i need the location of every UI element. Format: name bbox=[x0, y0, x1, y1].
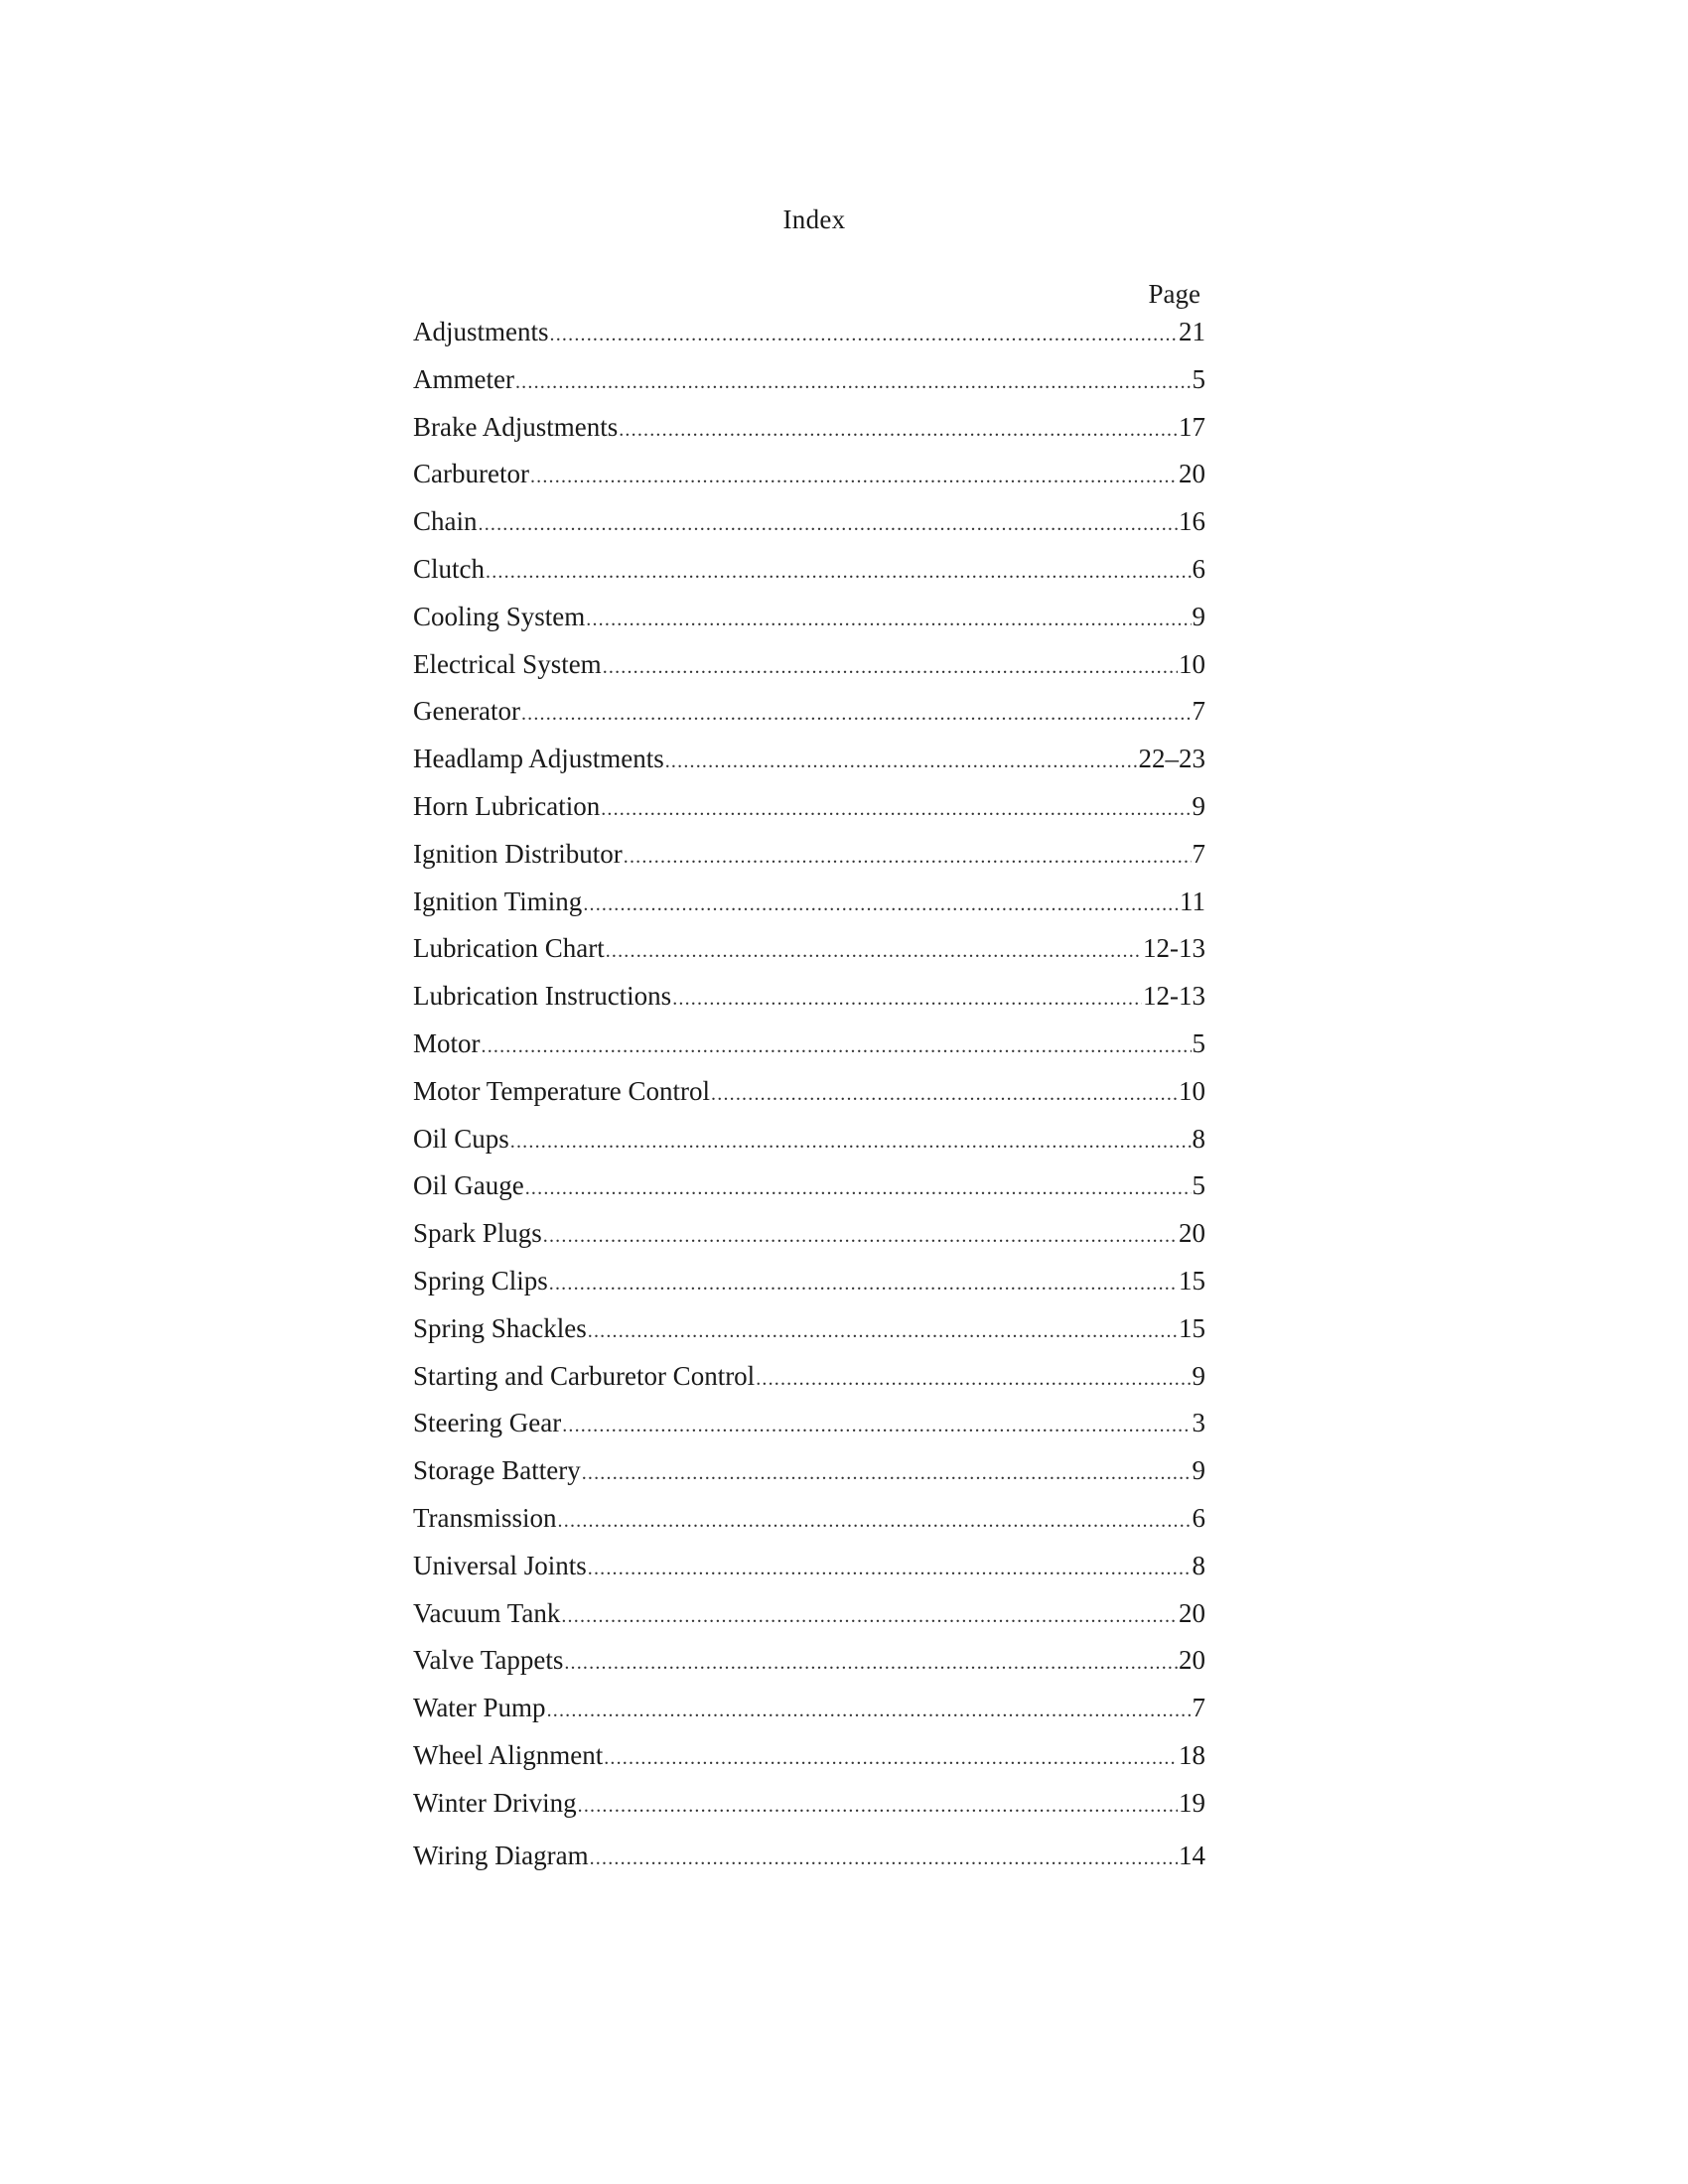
page-column-header: Page bbox=[1148, 279, 1200, 309]
dot-leader bbox=[756, 1356, 1191, 1404]
page-title: Index bbox=[782, 205, 846, 234]
entry-page-number: 5 bbox=[1192, 1170, 1205, 1201]
entry-page-number: 9 bbox=[1192, 601, 1205, 631]
dot-leader bbox=[486, 549, 1192, 597]
dot-leader bbox=[588, 1308, 1178, 1356]
index-entry bbox=[413, 736, 1205, 783]
index-entry bbox=[413, 498, 1205, 546]
index-entry bbox=[413, 546, 1205, 594]
dot-leader bbox=[558, 1498, 1192, 1546]
dot-leader bbox=[619, 407, 1178, 455]
index-entry bbox=[413, 1162, 1205, 1210]
entry-label: Cooling System bbox=[413, 601, 586, 631]
entry-page-number: 5 bbox=[1192, 363, 1205, 394]
entry-label: Transmission bbox=[413, 1502, 557, 1533]
dot-leader bbox=[515, 359, 1192, 407]
entry-page-number: 5 bbox=[1192, 1027, 1205, 1058]
dot-leader bbox=[549, 1261, 1178, 1308]
index-entry bbox=[413, 1353, 1205, 1401]
dot-leader bbox=[665, 739, 1138, 786]
index-entry bbox=[413, 1637, 1205, 1685]
index-entry bbox=[413, 1732, 1205, 1780]
entry-label: Oil Cups bbox=[413, 1123, 509, 1154]
entry-page-number: 21 bbox=[1179, 317, 1205, 346]
index-entry bbox=[413, 1068, 1205, 1116]
index-entry bbox=[413, 1400, 1205, 1447]
index-entry bbox=[413, 1685, 1205, 1732]
dot-leader bbox=[562, 1403, 1191, 1450]
entry-label: Starting and Carburetor Control bbox=[413, 1360, 756, 1391]
index-entry bbox=[413, 1021, 1205, 1068]
entry-label: Steering Gear bbox=[413, 1408, 562, 1438]
dot-leader bbox=[510, 1119, 1192, 1166]
dot-leader bbox=[711, 1071, 1178, 1119]
dot-leader bbox=[588, 1546, 1192, 1593]
entry-page-number: 9 bbox=[1192, 790, 1205, 821]
index-entry bbox=[413, 1780, 1205, 1828]
entry-page-number: 16 bbox=[1179, 506, 1205, 537]
index-entry bbox=[413, 688, 1205, 736]
entry-page-number: 7 bbox=[1192, 696, 1205, 727]
entry-page-number: 20 bbox=[1179, 1597, 1205, 1628]
index-entry bbox=[413, 594, 1205, 641]
dot-leader bbox=[672, 976, 1142, 1024]
dot-leader bbox=[582, 1450, 1192, 1498]
index-entry bbox=[413, 1210, 1205, 1258]
entry-page-number: 12-13 bbox=[1143, 933, 1205, 964]
entry-page-number: 11 bbox=[1180, 886, 1205, 916]
entry-label: Wiring Diagram bbox=[413, 1840, 589, 1870]
entry-page-number: 3 bbox=[1192, 1408, 1205, 1438]
entry-label: Motor bbox=[413, 1027, 481, 1058]
entry-page-number: 6 bbox=[1192, 1502, 1205, 1533]
entry-label: Brake Adjustments bbox=[413, 411, 619, 442]
entry-label: Lubrication Instructions bbox=[413, 981, 672, 1012]
entry-label: Lubrication Chart bbox=[413, 933, 605, 964]
dot-leader bbox=[564, 1640, 1178, 1688]
entry-label: Motor Temperature Control bbox=[413, 1075, 711, 1106]
entry-label: Generator bbox=[413, 696, 520, 727]
entry-label: Winter Driving bbox=[413, 1787, 577, 1818]
index-entry bbox=[413, 783, 1205, 831]
entry-label: Storage Battery bbox=[413, 1455, 581, 1486]
entry-label: Valve Tappets bbox=[413, 1645, 564, 1676]
index-entry bbox=[413, 404, 1205, 452]
dot-leader bbox=[603, 644, 1178, 692]
entry-page-number: 22–23 bbox=[1138, 744, 1205, 774]
index-entry bbox=[413, 925, 1205, 973]
entry-label: Universal Joints bbox=[413, 1550, 587, 1580]
index-entry bbox=[413, 356, 1205, 404]
index-entry bbox=[413, 1116, 1205, 1163]
entry-page-number: 20 bbox=[1179, 459, 1205, 489]
dot-leader bbox=[550, 312, 1178, 359]
entry-label: Vacuum Tank bbox=[413, 1597, 561, 1628]
entry-page-number: 8 bbox=[1192, 1123, 1205, 1154]
index-entry bbox=[413, 1258, 1205, 1305]
entry-label: Spark Plugs bbox=[413, 1218, 542, 1249]
dot-leader bbox=[482, 1024, 1192, 1071]
entry-label: Electrical System bbox=[413, 648, 602, 679]
dot-leader bbox=[479, 501, 1179, 549]
entry-label: Headlamp Adjustments bbox=[413, 744, 664, 774]
entry-page-number: 17 bbox=[1179, 411, 1205, 442]
index-entry bbox=[413, 309, 1205, 356]
entry-page-number: 9 bbox=[1192, 1360, 1205, 1391]
dot-leader bbox=[583, 882, 1179, 929]
entry-label: Horn Lubrication bbox=[413, 790, 601, 821]
dot-leader bbox=[624, 834, 1192, 882]
dot-leader bbox=[604, 1735, 1178, 1783]
index-entry bbox=[413, 451, 1205, 498]
entry-label: Chain bbox=[413, 506, 478, 537]
dot-leader bbox=[530, 454, 1178, 501]
dot-leader bbox=[590, 1836, 1178, 1883]
entry-label: Oil Gauge bbox=[413, 1170, 524, 1201]
index-entry bbox=[413, 1447, 1205, 1495]
entry-label: Spring Shackles bbox=[413, 1312, 587, 1343]
index-entry bbox=[413, 1590, 1205, 1638]
index-entry bbox=[413, 641, 1205, 689]
entry-label: Ignition Timing bbox=[413, 886, 583, 916]
dot-leader bbox=[586, 597, 1191, 644]
entry-page-number: 7 bbox=[1192, 1693, 1205, 1723]
dot-leader bbox=[601, 786, 1191, 834]
index-entry bbox=[413, 879, 1205, 926]
entry-page-number: 19 bbox=[1179, 1787, 1205, 1818]
dot-leader bbox=[606, 928, 1142, 976]
index-list bbox=[413, 309, 1205, 1879]
entry-label: Spring Clips bbox=[413, 1265, 548, 1296]
entry-label: Wheel Alignment bbox=[413, 1739, 604, 1770]
index-entry bbox=[413, 1833, 1205, 1880]
entry-page-number: 10 bbox=[1179, 1075, 1205, 1106]
dot-leader bbox=[521, 691, 1192, 739]
entry-label: Water Pump bbox=[413, 1693, 546, 1723]
index-entry bbox=[413, 1543, 1205, 1590]
dot-leader bbox=[543, 1213, 1178, 1261]
entry-page-number: 7 bbox=[1192, 838, 1205, 869]
index-entry bbox=[413, 973, 1205, 1021]
dot-leader bbox=[547, 1688, 1192, 1735]
entry-page-number: 15 bbox=[1179, 1312, 1205, 1343]
entry-page-number: 18 bbox=[1179, 1739, 1205, 1770]
entry-page-number: 12-13 bbox=[1143, 981, 1205, 1012]
entry-page-number: 10 bbox=[1179, 648, 1205, 679]
entry-page-number: 14 bbox=[1179, 1840, 1205, 1870]
dot-leader bbox=[525, 1165, 1192, 1213]
entry-label: Ammeter bbox=[413, 363, 514, 394]
entry-label: Carburetor bbox=[413, 459, 529, 489]
index-entry bbox=[413, 1495, 1205, 1543]
entry-label: Ignition Distributor bbox=[413, 838, 623, 869]
entry-label: Clutch bbox=[413, 553, 485, 584]
entry-page-number: 6 bbox=[1192, 553, 1205, 584]
index-entry bbox=[413, 1305, 1205, 1353]
entry-label: Adjustments bbox=[413, 317, 549, 346]
entry-page-number: 20 bbox=[1179, 1645, 1205, 1676]
dot-leader bbox=[561, 1593, 1178, 1641]
dot-leader bbox=[578, 1783, 1178, 1831]
entry-page-number: 20 bbox=[1179, 1218, 1205, 1249]
index-entry bbox=[413, 831, 1205, 879]
entry-page-number: 15 bbox=[1179, 1265, 1205, 1296]
entry-page-number: 8 bbox=[1192, 1550, 1205, 1580]
entry-page-number: 9 bbox=[1192, 1455, 1205, 1486]
